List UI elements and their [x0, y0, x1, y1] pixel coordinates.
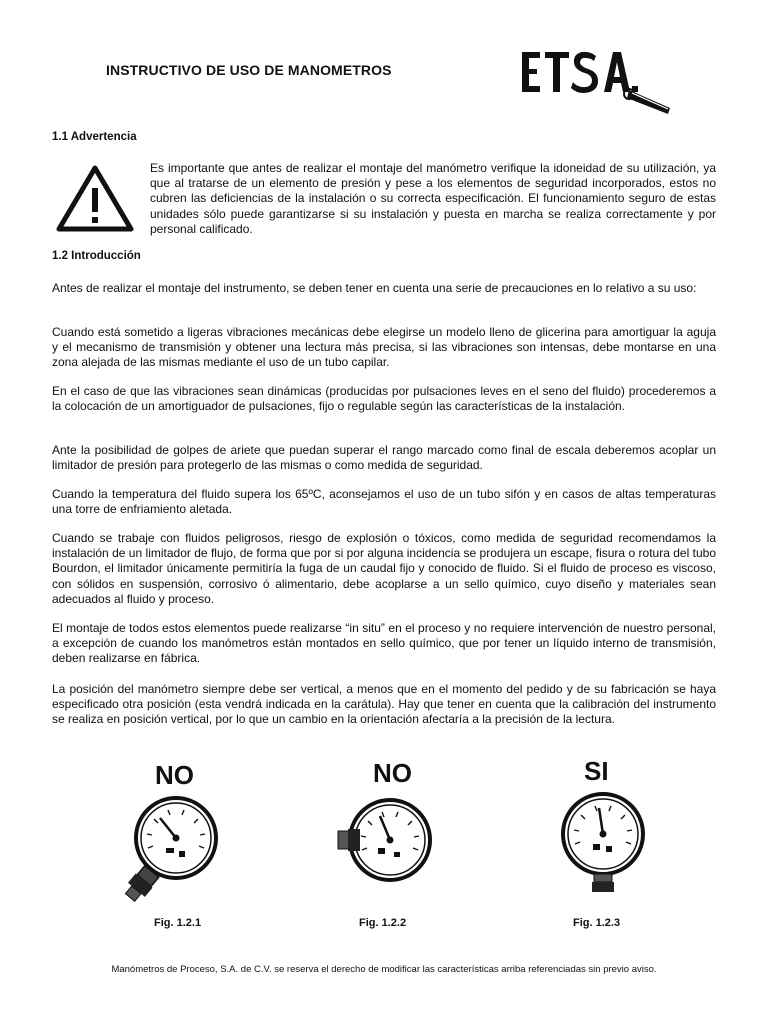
pressure-gauge-icon: [548, 788, 658, 898]
paragraph-2: Cuando está sometido a ligeras vibraciones mecánicas debe elegirse un modelo lleno de glicerina para amortiguar la aguja y el mecanismo de transmisión y obtener una lectura más precisa, si las vibraciones son intensas, debe montarse en una zona alejada de las mismas mediante el uso de un tubo capilar.: [52, 325, 716, 370]
figure-1-verdict: NO: [155, 760, 194, 790]
paragraph-3: En el caso de que las vibraciones sean dinámicas (producidas por pulsaciones leves en el seno del fluido) procederemos a la colocación de un amortiguador de pulsaciones, fijo o regulable según las características de la instalación.: [52, 384, 716, 414]
figure-3-verdict: SI: [584, 756, 609, 786]
section-heading-advertencia: 1.1 Advertencia: [52, 131, 137, 143]
document-title: INSTRUCTIVO DE USO DE MANOMETROS: [106, 62, 392, 78]
paragraph-5: Cuando la temperatura del fluido supera los 65ºC, aconsejamos el uso de un tubo sifón y en casos de altas temperaturas una torre de enfriamiento aletada.: [52, 487, 716, 517]
footer-note: Manómetros de Proceso, S.A. de C.V. se reserva el derecho de modificar las características arriba referenciadas sin previo aviso.: [111, 964, 657, 975]
figure-2-verdict: NO: [373, 758, 412, 788]
figure-1-caption: Fig. 1.2.1: [154, 917, 202, 929]
paragraph-1: Antes de realizar el montaje del instrumento, se deben tener en cuenta una serie de precauciones en lo relativo a su uso:: [52, 281, 697, 295]
pressure-gauge-icon: [324, 790, 440, 896]
pressure-gauge-icon: [118, 790, 228, 902]
paragraph-6: Cuando se trabaje con fluidos peligrosos, riesgo de explosión o tóxicos, como medida de seguridad recomendamos la instalación de un limitador de flujo, de forma que por si por alguna incidencia se produjera un escape, fisura o rotura del tubo Bourdon, el limitador únicamente permitiría la fuga de un caudal fijo y conocido de fluido. Si el fluido de proceso es viscoso, con sólidos en suspensión, corrosivo ó alimentario, debe acoplarse a un sello químico, cuyo diseño y materiales sean adecuados al fluido y proceso.: [52, 531, 716, 606]
paragraph-7: El montaje de todos estos elementos puede realizarse “in situ” en el proceso y no requiere intervención de nuestro personal, a excepción de cuando los manómetros están montados en sello químico, que por tener un líquido interno de transmisión, deben realizarse en fábrica.: [52, 621, 716, 666]
paragraph-8: La posición del manómetro siempre debe ser vertical, a menos que en el momento del pedido y de su fabricación se haya especificado otra posición (esta vendrá indicada en la carátula). Hay que tener en cuenta que la calibración del instrumento se realiza en posición vertical, por lo que un cambio en la orientación afectaría a la precisión de la lectura.: [52, 682, 716, 727]
etsa-logo: [518, 42, 678, 122]
section-heading-introduccion: 1.2 Introducción: [52, 250, 141, 262]
warning-paragraph: Es importante que antes de realizar el montaje del manómetro verifique la idoneidad de su utilización, ya que al tratarse de un elemento de presión y pese a los elementos de seguridad incorporados, estos no cubren las deficiencias de la instalación o su correcta especificación. El funcionamiento seguro de estas unidades sólo puede garantizarse si su instalación y puesta en marcha se realiza correctamente y por personal calificado.: [150, 161, 716, 236]
paragraph-4: Ante la posibilidad de golpes de ariete que puedan superar el rango marcado como final de escala deberemos acoplar un limitador de presión para protegerlo de las mismas o como medida de seguridad.: [52, 443, 716, 473]
figure-2-caption: Fig. 1.2.2: [359, 917, 407, 929]
figure-3-caption: Fig. 1.2.3: [573, 917, 621, 929]
warning-icon: [56, 164, 134, 232]
